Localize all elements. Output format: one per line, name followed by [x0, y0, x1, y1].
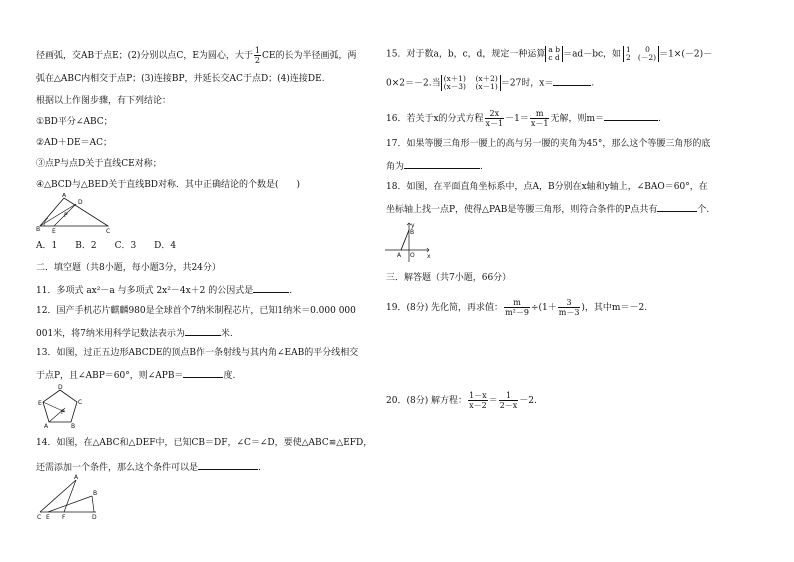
answer-blank[interactable]	[253, 283, 289, 293]
q15-line-2: 0×2＝－2.当 (x＋1) (x＋2) (x－3) (x－1) ＝27时，x＝ .	[386, 74, 595, 91]
q11: 11．多项式 ax²－a 与多项式 2x²－4x＋2 的公因式是 .	[36, 283, 292, 297]
determinant-x: (x＋1) (x＋2) (x－3) (x－1)	[441, 75, 501, 91]
answer-blank[interactable]	[604, 111, 658, 121]
q10-line-3: 根据以上作图步骤，有下列结论：	[36, 96, 172, 106]
label-a: A	[74, 474, 79, 481]
conclusion-1: ①BD平分∠ABC；	[36, 117, 113, 127]
section-3-title: 三．解答题（共7小题，66分）	[386, 273, 512, 283]
q13-line-2: 于点P，且∠ABP＝60°，则∠APB＝ 度.	[36, 368, 235, 382]
q10-triangle-figure	[36, 193, 112, 233]
q18-line-2: 坐标轴上找一点P，使得△PAB是等腰三角形，则符合条件的P点共有 个.	[386, 202, 709, 216]
section-2-title: 二．填空题（共8小题，每小题3分，共24分）	[36, 263, 221, 273]
q17-line-2: 角为 .	[386, 159, 483, 173]
label-x: x	[427, 253, 431, 260]
fraction-m: $\frac{m}{x-1}$	[530, 109, 549, 128]
fraction-1-over-2-x: $\frac{1}{2-x}$	[499, 391, 518, 410]
q12-line-2: 001米，将7纳米用科学记数法表示为 米.	[36, 326, 233, 340]
fraction-3-over-m-3: $\frac{3}{m-3}$	[558, 298, 580, 317]
answer-blank[interactable]	[198, 460, 258, 470]
label-a: A	[397, 252, 402, 259]
fraction-m-over-m2-9: $\frac{m}{\text{m²－9}}$	[505, 298, 529, 317]
q16: 16．若关于x的分式方程 $\frac{2x}{x-1}$ －1＝ $\frac{m}{x-1}$ 无解，则m＝ .	[386, 109, 661, 128]
answer-blank[interactable]	[185, 326, 221, 336]
answer-blank[interactable]	[553, 76, 591, 86]
q10-options: A．1 B．2 C．3 D．4	[36, 241, 177, 251]
label-a: A	[44, 423, 49, 428]
q10-line-1: 径画弧，交AB于点E；(2)分别以点C，E为圆心，大于 $\frac{1}{2}$ CE的长为半径画弧，两	[36, 46, 357, 65]
label-p: P	[61, 409, 65, 416]
label-b: B	[410, 229, 415, 236]
q14-triangles-figure	[36, 474, 100, 520]
label-b: B	[93, 490, 98, 497]
label-e: E	[52, 228, 56, 233]
q14-line-2: 还需添加一个条件，那么这个条件可以是 .	[36, 460, 261, 474]
label-e: E	[46, 514, 50, 520]
label-p: P	[64, 212, 68, 219]
label-o: O	[410, 252, 415, 259]
q14-line-1: 14．如图，在△ABC和△DEF中，已知CB＝DF，∠C＝∠D，要使△ABC≌△EFD，	[36, 438, 373, 448]
determinant-abcd: a b c d	[545, 46, 563, 62]
conclusion-3: ③点P与点D关于直线CE对称；	[36, 159, 162, 169]
label-f: F	[62, 514, 66, 520]
label-c: C	[78, 399, 82, 406]
answer-blank[interactable]	[657, 202, 697, 212]
q15-line-1: 15．对于数a，b，c，d，规定一种运算 a b c d ＝ad－bc，如 1 0 2 (－2) ＝1×(－2)－	[386, 45, 713, 62]
answer-blank[interactable]	[183, 368, 223, 378]
label-b: B	[71, 423, 76, 428]
q18-line-1: 18．如图，在平面直角坐标系中，点A，B分别在x轴和y轴上，∠BAO＝60°，在	[386, 182, 708, 192]
label-d: D	[58, 384, 63, 391]
label-c: C	[106, 228, 111, 233]
q17-line-1: 17．如果等腰三角形一腰上的高与另一腰的夹角为45°，那么这个等腰三角形的底	[386, 139, 711, 149]
q10-line-2: 弧在△ABC内相交于点P；(3)连接BP，并延长交AC于点D；(4)连接DE.	[36, 74, 325, 84]
q20: 20．(8分) 解方程： $\frac{1-x}{x-2}$ ＝ $\frac{1}{2-x}$ －2.	[386, 391, 537, 410]
label-c: C	[37, 514, 42, 520]
label-d: D	[78, 199, 83, 206]
fraction-2x: $\frac{2x}{x-1}$	[485, 109, 504, 128]
label-a: A	[62, 193, 67, 199]
conclusion-4: ④△BCD与△BED关于直线BD对称．其中正确结论的个数是( )	[36, 180, 301, 190]
label-b: B	[36, 226, 41, 233]
label-d: D	[92, 514, 97, 520]
label-e: E	[38, 400, 42, 407]
q12-line-1: 12．国产手机芯片麒麟980是全球首个7纳米制程芯片，已知1纳米＝0.000 000	[36, 306, 356, 316]
q18-coordinate-figure	[383, 220, 433, 264]
half-fraction: $\frac{1}{2}$	[254, 46, 260, 65]
q13-pentagon-figure	[38, 384, 82, 428]
answer-blank[interactable]	[404, 159, 480, 169]
determinant-example: 1 0 2 (－2)	[623, 46, 659, 62]
label-y: y	[411, 222, 415, 229]
fraction-1-x-over-x-2: $\frac{1-x}{x-2}$	[469, 391, 487, 410]
conclusion-2: ②AD＋DE＝AC；	[36, 138, 112, 148]
q19: 19．(8分) 先化简，再求值： $\frac{m}{\text{m²－9}}$ ÷(1＋ $\frac{3}{m-3}$ )，其中m＝－2.	[386, 298, 648, 317]
q13-line-1: 13．如图，过正五边形ABCDE的顶点B作一条射线与其内角∠EAB的平分线相交	[36, 348, 359, 358]
